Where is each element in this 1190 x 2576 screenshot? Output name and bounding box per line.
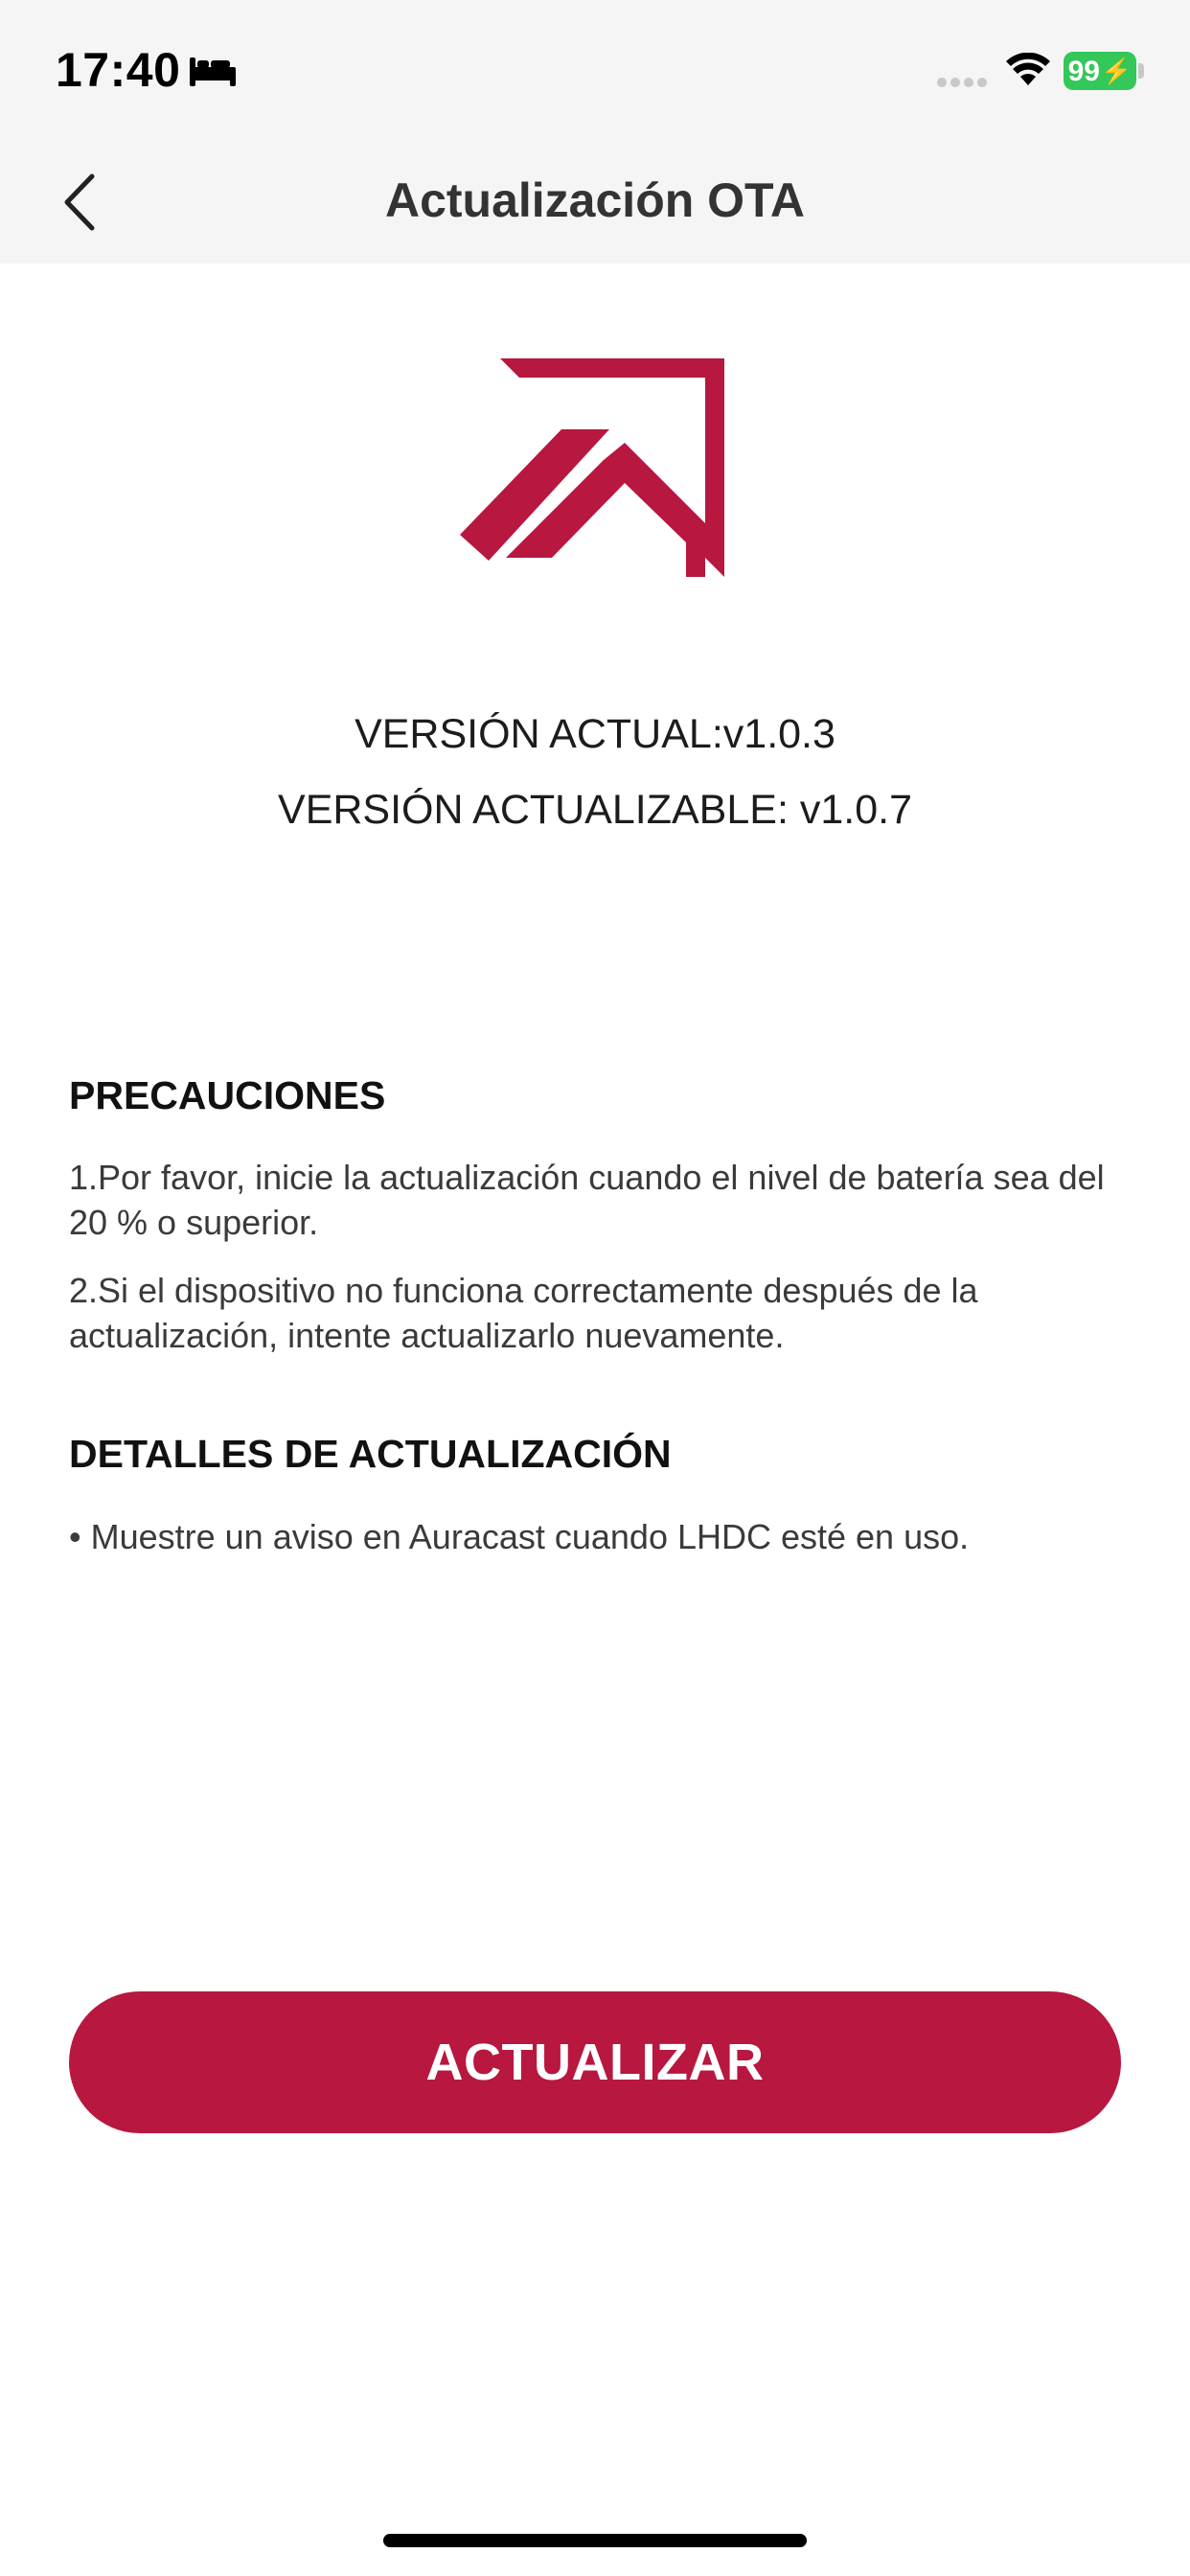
current-version: VERSIÓN ACTUAL:v1.0.3 [355,711,835,757]
cellular-signal-icon [936,76,994,89]
battery-level: 99 [1067,56,1100,87]
upward-arrow-logo-icon [460,355,728,577]
battery-icon [1064,52,1136,90]
precautions-heading: PRECAUCIONES [69,1073,386,1117]
page-title: Actualización OTA [384,173,805,227]
status-bar [0,0,1190,144]
update-details-heading: DETALLES DE ACTUALIZACIÓN [69,1432,672,1476]
charging-bolt-icon: ⚡ [1101,56,1133,85]
sleep-focus-icon [188,54,238,88]
available-version: VERSIÓN ACTUALIZABLE: v1.0.7 [278,787,912,833]
precaution-item: 2.Si el dispositivo no funciona correctamente después de la actualización, intente actualizarlo nuevamente. [69,1271,978,1355]
update-button[interactable]: ACTUALIZAR [69,1991,1121,2133]
update-detail-item: • Muestre un aviso en Auracast cuando LHDC esté en uso. [69,1517,970,1556]
home-indicator[interactable] [383,2534,807,2547]
battery-cap [1138,63,1144,79]
status-time: 17:40 [56,43,181,97]
precaution-item: 1.Por favor, inicie la actualización cuando el nivel de batería sea del 20 % o superior. [69,1158,1105,1242]
wifi-icon [1006,53,1050,87]
navigation-bar [0,144,1190,264]
